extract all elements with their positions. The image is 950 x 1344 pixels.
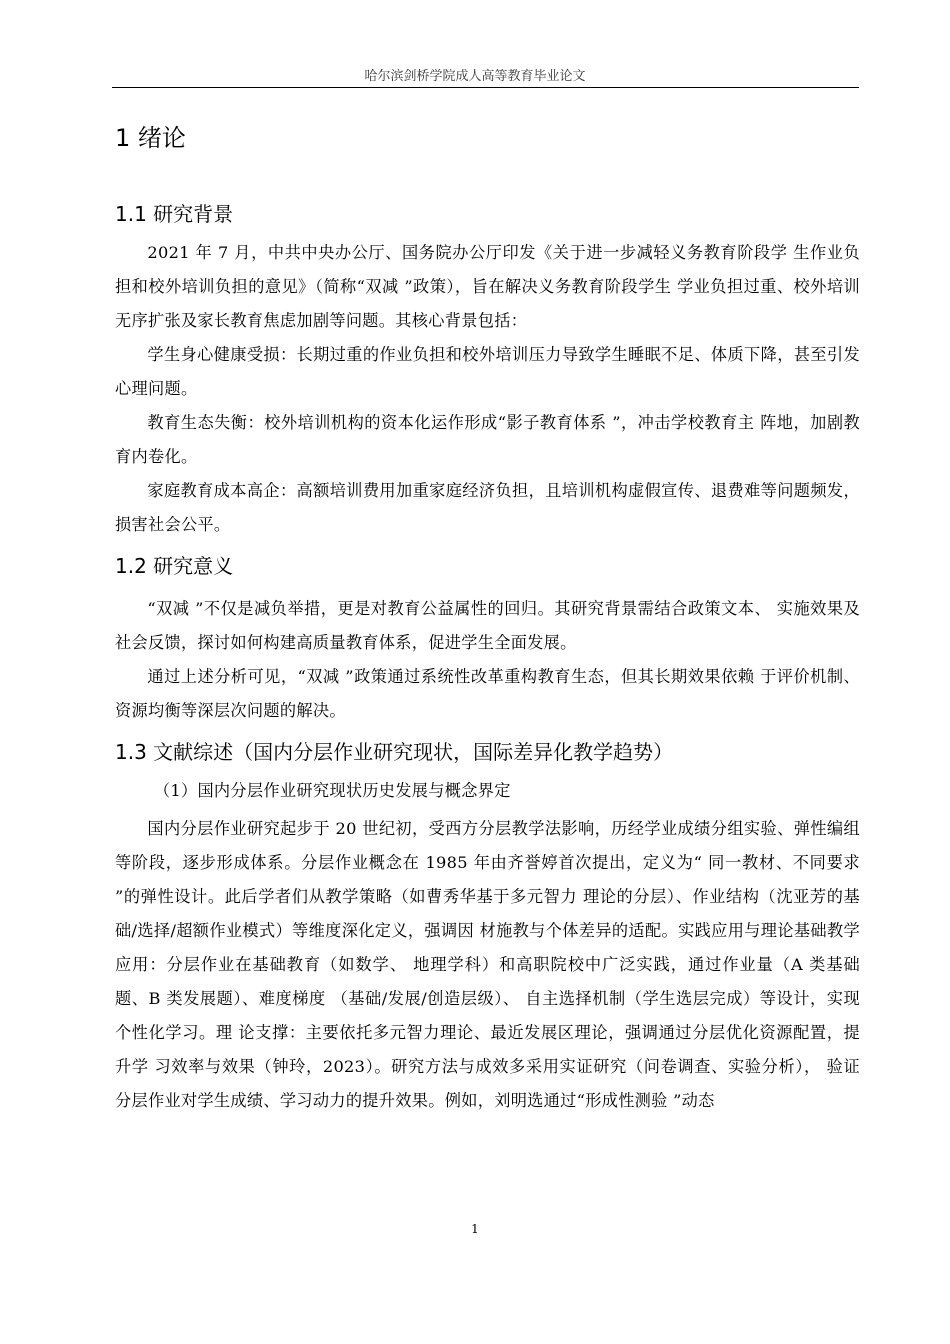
section-title-1-2: 1.2 研究意义 — [115, 554, 234, 578]
section-title-1-3: 1.3 文献综述（国内分层作业研究现状，国际差异化教学趋势） — [115, 740, 674, 764]
document-body — [115, 118, 860, 1118]
paragraph: 教育生态失衡：校外培训机构的资本化运作形成“影子教育体系 ”，冲击学校教育主 阵地，加剧教育内卷化。 — [115, 413, 860, 466]
paragraph: 家庭教育成本高企：高额培训费用加重家庭经济负担，且培训机构虚假宣传、退费难等问题频发，损害社会公平。 — [115, 481, 860, 534]
paragraph: 学生身心健康受损：长期过重的作业负担和校外培训压力导致学生睡眠不足、体质下降，甚至引发心理问题。 — [115, 345, 860, 398]
paragraph: 2021 年 7 月，中共中央办公厅、国务院办公厅印发《关于进一步减轻义务教育阶段学 生作业负担和校外培训负担的意见》（简称“双减 ”政策），旨在解决义务教育阶段学生 学业负担过重、校外培训无序扩张及家长教育焦虑加剧等问题。其核心背景包括： — [115, 243, 860, 330]
subheading: （1）国内分层作业研究现状历史发展与概念界定 — [153, 781, 511, 800]
paragraph: 通过上述分析可见，“双减 ”政策通过系统性改革重构教育生态，但其长期效果依赖 于评价机制、资源均衡等深层次问题的解决。 — [115, 667, 860, 720]
running-header: 哈尔滨剑桥学院成人高等教育毕业论文 — [364, 69, 586, 84]
section-title-1-1: 1.1 研究背景 — [115, 202, 234, 226]
paragraph: “双减 ”不仅是减负举措，更是对教育公益属性的回归。其研究背景需结合政策文本、 实施效果及社会反馈，探讨如何构建高质量教育体系，促进学生全面发展。 — [115, 599, 860, 652]
paragraph: 国内分层作业研究起步于 20 世纪初，受西方分层教学法影响，历经学业成绩分组实验、弹性编组等阶段，逐步形成体系。分层作业概念在 1985 年由齐誉婷首次提出，定义为“ 同一教材、不同要求 ”的弹性设计。此后学者们从教学策略（如曹秀华基于多元智力 理论的分层）、作业结构（沈亚芳的基础/选择/超额作业模式）等维度深化定义，强调因 材施教与个体差异的适配。实践应用与理论基础教学应用：分层作业在基础教育（如数学、 地理学科）和高职院校中广泛实践，通过作业量（A 类基础题、B 类发展题）、难度梯度 （基础/发展/创造层级）、 自主选择机制（学生选层完成）等设计，实现个性化学习。理 论支撑：主要依托多元智力理论、最近发展区理论，强调通过分层优化资源配置，提升学 习效率与效果（钟玲，2023）。研究方法与成效多采用实证研究（问卷调查、实验分析）， 验证分层作业对学生成绩、学习动力的提升效果。例如，刘明选通过“形成性测验 ”动态 — [115, 819, 860, 1110]
chapter-title: 1 绪论 — [115, 124, 186, 152]
header-divider — [112, 87, 859, 88]
page-number: 1 — [471, 1222, 479, 1236]
